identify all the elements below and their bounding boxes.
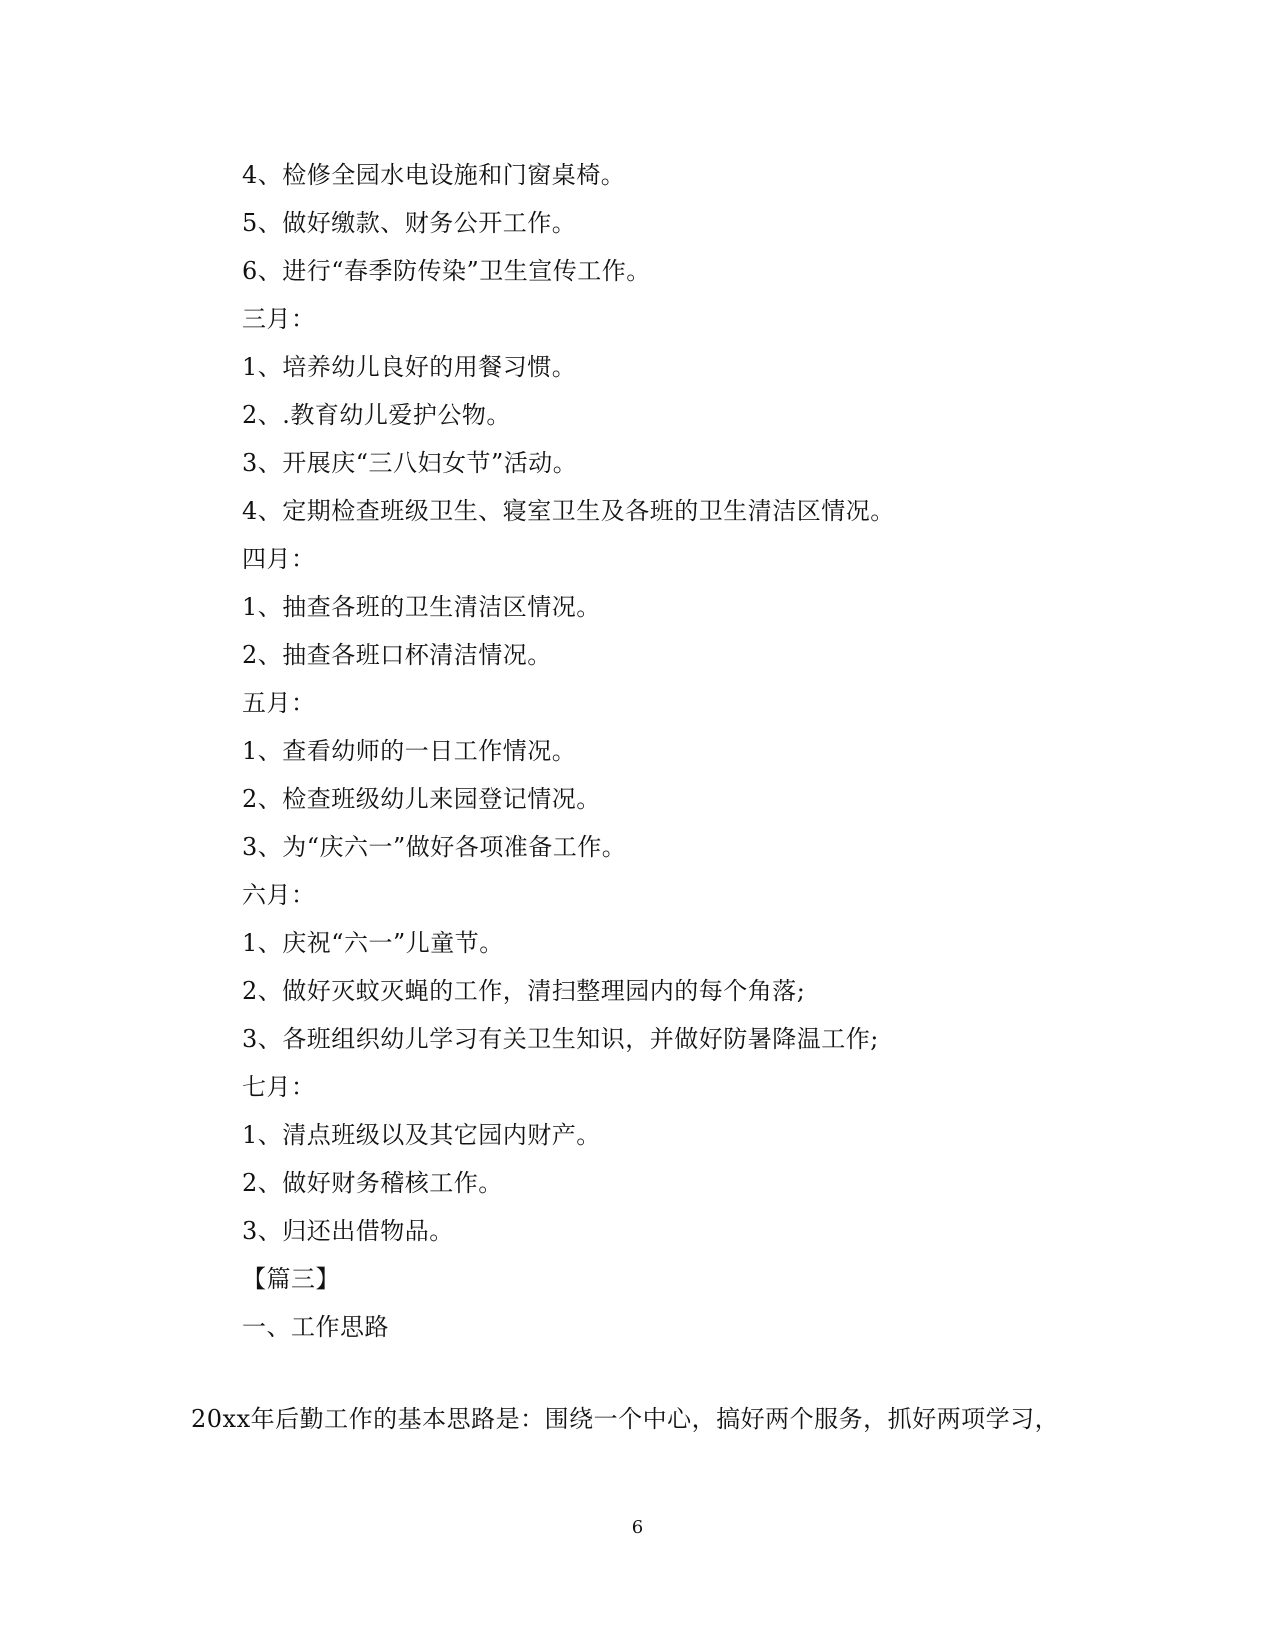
month-heading: 五月： <box>242 689 316 717</box>
text-line: 2、做好灭蚊灭蝇的工作，清扫整理园内的每个角落; <box>242 977 806 1005</box>
text-line: 1、抽查各班的卫生清洁区情况。 <box>242 593 601 621</box>
text-line: 2、抽查各班口杯清洁情况。 <box>242 641 552 669</box>
subsection-heading: 一、工作思路 <box>242 1313 389 1341</box>
page-number: 6 <box>631 1517 644 1538</box>
month-heading: 四月： <box>242 545 316 573</box>
text-line: 1、查看幼师的一日工作情况。 <box>242 737 577 765</box>
text-line: 2、做好财务稽核工作。 <box>242 1169 503 1197</box>
month-heading: 三月： <box>242 305 316 333</box>
text-line: 1、庆祝“六一”儿童节。 <box>242 929 504 957</box>
text-line: 3、各班组织幼儿学习有关卫生知识，并做好防暑降温工作; <box>242 1025 879 1053</box>
text-line: 4、检修全园水电设施和门窗桌椅。 <box>242 161 626 189</box>
body-paragraph: 20xx年后勤工作的基本思路是：围绕一个中心，搞好两个服务，抓好两项学习， <box>191 1405 1060 1433</box>
text-line: 5、做好缴款、财务公开工作。 <box>242 209 577 237</box>
text-line: 3、为“庆六一”做好各项准备工作。 <box>242 833 627 861</box>
section-heading: 【篇三】 <box>242 1265 340 1293</box>
month-heading: 六月： <box>242 881 316 909</box>
text-line: 2、.教育幼儿爱护公物。 <box>242 401 511 429</box>
text-line: 1、培养幼儿良好的用餐习惯。 <box>242 353 577 381</box>
text-line: 6、进行“春季防传染”卫生宣传工作。 <box>242 257 651 285</box>
month-heading: 七月： <box>242 1073 316 1101</box>
text-line: 4、定期检查班级卫生、寝室卫生及各班的卫生清洁区情况。 <box>242 497 895 525</box>
text-line: 2、检查班级幼儿来园登记情况。 <box>242 785 601 813</box>
text-line: 1、清点班级以及其它园内财产。 <box>242 1121 601 1149</box>
text-line: 3、归还出借物品。 <box>242 1217 454 1245</box>
text-line: 3、开展庆“三八妇女节”活动。 <box>242 449 578 477</box>
